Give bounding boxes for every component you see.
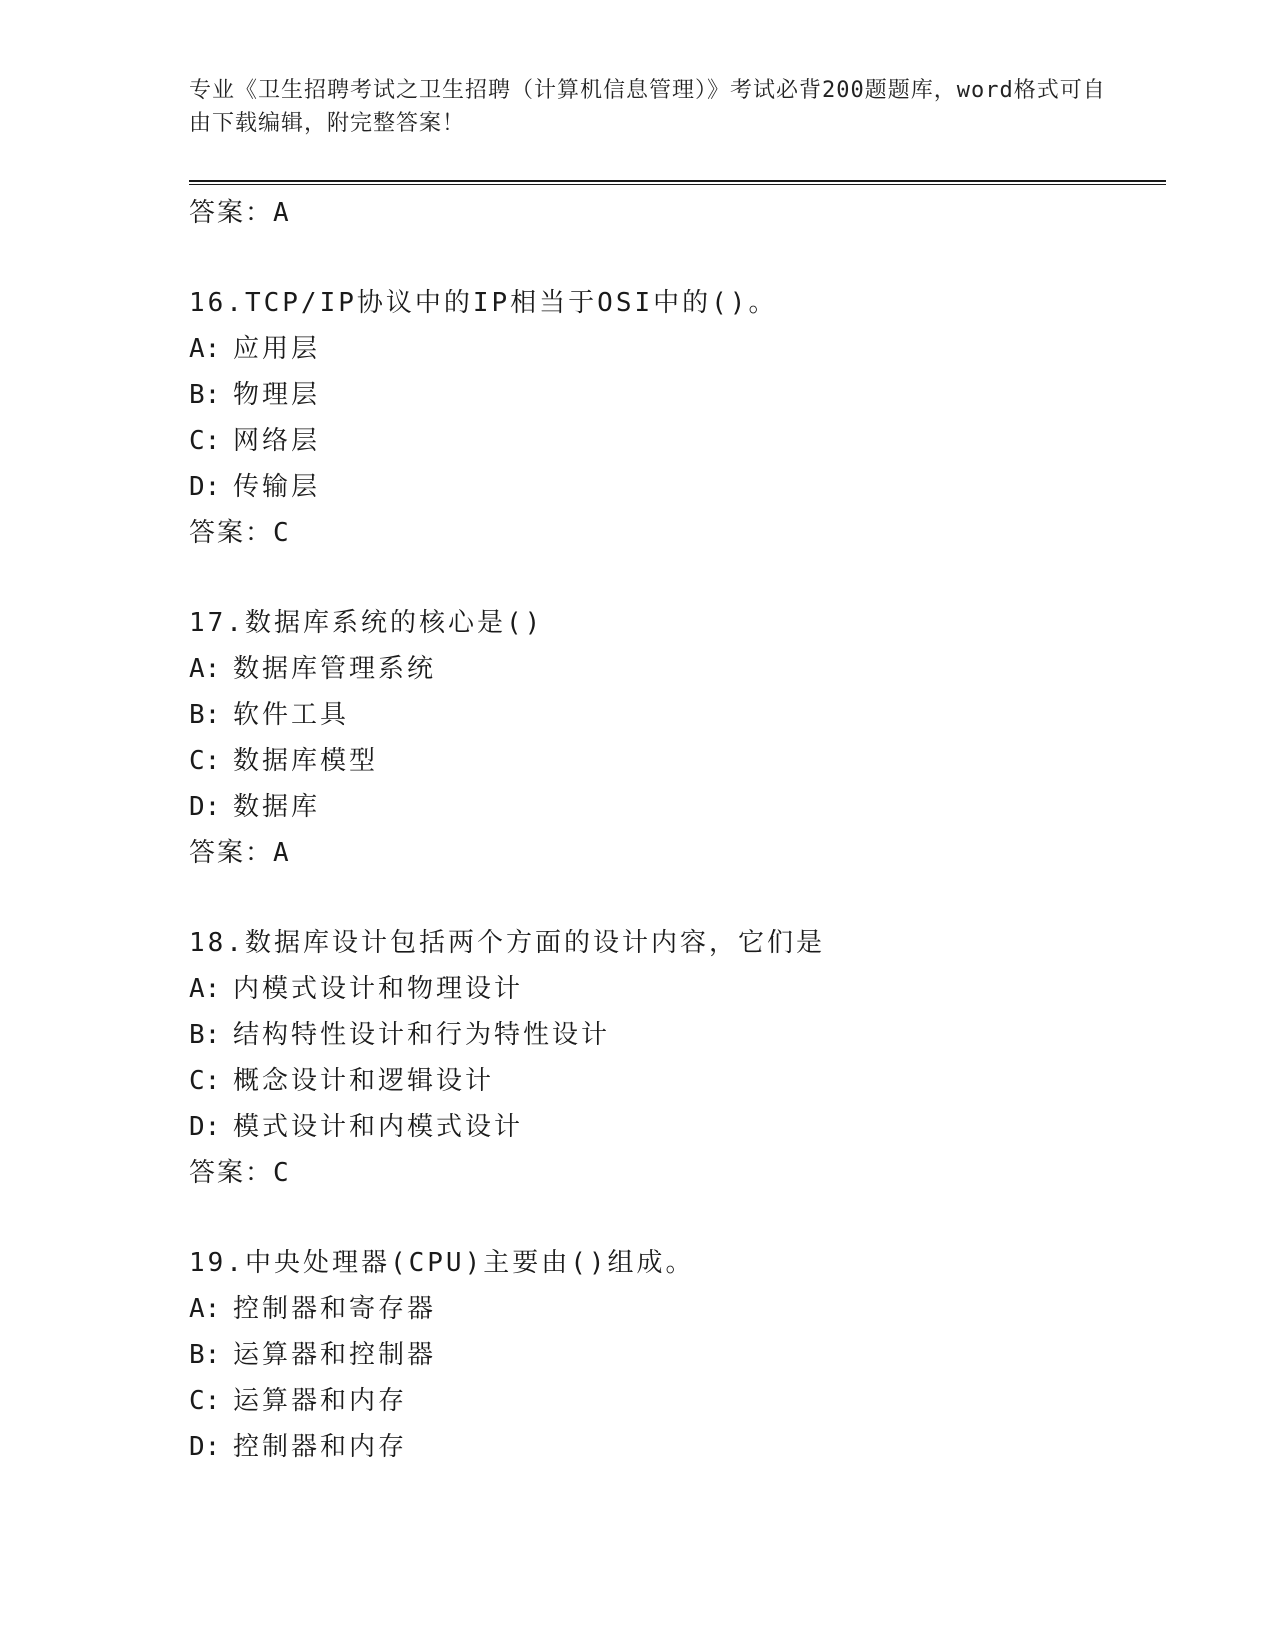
question-gap [189,556,1149,600]
option-a [189,646,1149,692]
option-text: 传输层 [233,472,321,502]
option-label: D: [189,1432,221,1462]
option-text: 数据库管理系统 [233,654,437,684]
option-text: 软件工具 [233,700,350,730]
option-d [189,1424,1149,1470]
answer-value: A [273,838,291,868]
option-c [189,1058,1149,1104]
answer-value: C [273,518,291,548]
answer-line [189,190,1149,236]
option-text: 运算器和控制器 [233,1340,437,1370]
question-block [189,600,1149,876]
option-label: D: [189,1112,221,1142]
option-c [189,738,1149,784]
question-gap [189,876,1149,920]
option-a [189,966,1149,1012]
option-label: B: [189,1020,221,1050]
question-stem: 19.中央处理器(CPU)主要由()组成。 [189,1248,695,1278]
option-label: C: [189,426,221,456]
option-label: D: [189,792,221,822]
question-stem: 18.数据库设计包括两个方面的设计内容，它们是 [189,928,825,958]
option-d [189,464,1149,510]
answer-value: C [273,1158,291,1188]
header-divider [189,180,1166,185]
option-label: D: [189,472,221,502]
option-c [189,1378,1149,1424]
answer-label: 答案： [189,1158,274,1188]
option-text: 内模式设计和物理设计 [233,974,524,1004]
question-stem: 17.数据库系统的核心是() [189,608,544,638]
option-text: 运算器和内存 [233,1386,408,1416]
option-text: 物理层 [233,380,321,410]
answer-line [189,1150,1149,1196]
option-label: C: [189,1066,221,1096]
option-text: 控制器和寄存器 [233,1294,437,1324]
option-label: A: [189,1294,221,1324]
option-label: A: [189,974,221,1004]
document-header [189,74,1109,140]
option-label: A: [189,654,221,684]
option-text: 概念设计和逻辑设计 [233,1066,495,1096]
option-text: 网络层 [233,426,321,456]
option-text: 应用层 [233,334,321,364]
question-block [189,920,1149,1196]
option-a [189,1286,1149,1332]
question-gap [189,236,1149,280]
option-b [189,372,1149,418]
answer-label: 答案： [189,198,274,228]
answer-label: 答案： [189,518,274,548]
option-text: 模式设计和内模式设计 [233,1112,524,1142]
option-label: A: [189,334,221,364]
question-stem: 16.TCP/IP协议中的IP相当于OSI中的()。 [189,288,778,318]
option-d [189,784,1149,830]
option-label: B: [189,1340,221,1370]
option-b [189,692,1149,738]
option-label: B: [189,380,221,410]
question-gap [189,1196,1149,1240]
answer-line [189,510,1149,556]
question-block [189,1240,1149,1470]
option-label: B: [189,700,221,730]
option-text: 结构特性设计和行为特性设计 [233,1020,611,1050]
option-label: C: [189,746,221,776]
option-a [189,326,1149,372]
answer-label: 答案： [189,838,274,868]
header-text: 专业《卫生招聘考试之卫生招聘（计算机信息管理）》考试必背200题题库，word格式可自由下载编辑，附完整答案！ [189,78,1106,136]
option-d [189,1104,1149,1150]
option-text: 数据库模型 [233,746,379,776]
option-text: 控制器和内存 [233,1432,408,1462]
question-list [189,190,1149,1470]
option-text: 数据库 [233,792,321,822]
question-block [189,280,1149,556]
option-b [189,1012,1149,1058]
option-label: C: [189,1386,221,1416]
option-c [189,418,1149,464]
option-b [189,1332,1149,1378]
answer-line [189,830,1149,876]
answer-value: A [273,198,291,228]
